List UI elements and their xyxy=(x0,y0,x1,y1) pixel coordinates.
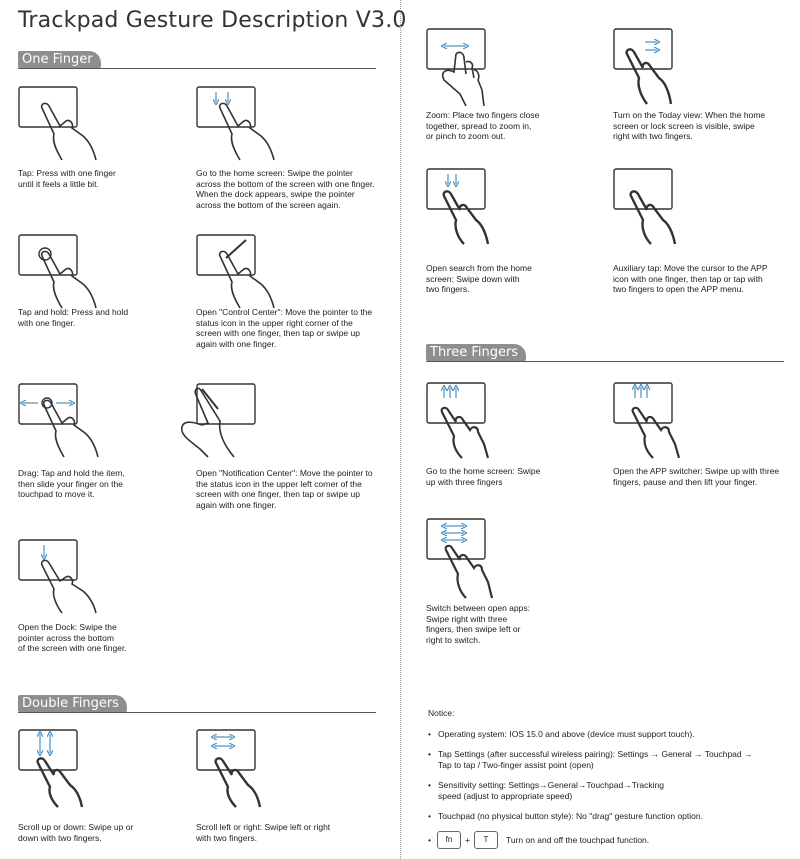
caption-tap: Tap: Press with one finger until it feels a little bit. xyxy=(18,168,116,189)
swipe-from-corner-icon xyxy=(178,383,288,458)
swipe-diagonal-icon xyxy=(196,234,296,309)
one-finger-tap-icon xyxy=(18,86,118,161)
three-finger-up-pause-icon xyxy=(613,382,713,460)
shortcut-description: Turn on and off the touchpad function. xyxy=(505,834,650,845)
caption-dock: Open the Dock: Swipe the pointer across the bottom of the screen with one finger. xyxy=(18,622,127,653)
caption-control-center: Open "Control Center": Move the pointer to the status icon in the upper right corner of the screen with one finger, then tap or swipe up again with one finger. xyxy=(196,307,373,349)
plus-sign: + xyxy=(464,834,470,845)
caption-app-switcher: Open the APP switcher: Swipe up with three fingers, pause and then lift your finger. xyxy=(613,466,780,487)
scroll-horizontal-icon xyxy=(196,729,296,809)
section-double-fingers xyxy=(18,695,376,713)
press-hold-icon xyxy=(18,234,118,309)
caption-today: Turn on the Today view: When the home screen or lock screen is visible, swipe right with two fingers. xyxy=(613,110,766,141)
swipe-down-two-icon xyxy=(426,168,526,246)
caption-tap-hold: Tap and hold: Press and hold with one finger. xyxy=(18,307,129,328)
scroll-vertical-icon xyxy=(18,729,118,809)
t-key-icon: T xyxy=(474,831,498,849)
caption-scroll-ud: Scroll up or down: Swipe up or down with two fingers. xyxy=(18,822,134,843)
bullet-icon: • xyxy=(428,811,431,821)
three-finger-right-icon xyxy=(426,518,526,600)
section-three-fingers-label: Three Fingers xyxy=(426,344,526,361)
section-one-finger xyxy=(18,51,376,69)
caption-drag: Drag: Tap and hold the item, then slide your finger on the touchpad to move it. xyxy=(18,468,125,499)
notice-item xyxy=(428,780,788,802)
bullet-icon: • xyxy=(428,749,431,759)
bullet-icon: • xyxy=(428,834,431,845)
pinch-zoom-icon xyxy=(426,28,526,106)
two-finger-tap-icon xyxy=(613,168,713,246)
notice-block xyxy=(428,708,788,858)
caption-aux-tap: Auxiliary tap: Move the cursor to the APP icon with one finger, then tap or tap with two fingers to open the APP menu. xyxy=(613,263,768,294)
three-finger-up-icon xyxy=(426,382,526,460)
caption-home-three: Go to the home screen: Swipe up with three fingers xyxy=(426,466,541,487)
swipe-down-dock-icon xyxy=(18,539,118,614)
section-double-fingers-label: Double Fingers xyxy=(18,695,127,712)
notice-item xyxy=(428,749,788,771)
caption-notification-center: Open "Notification Center": Move the pointer to the status icon in the upper left corner of the screen with one finger, then tap or swipe up again with one finger. xyxy=(196,468,373,510)
column-divider xyxy=(400,0,401,859)
fn-key-icon: fn xyxy=(437,831,461,849)
caption-home-one: Go to the home screen: Swipe the pointer across the bottom of the screen with one finger. When the dock appears, swipe the pointer across the bottom of the screen again. xyxy=(196,168,375,210)
notice-item-shortcut xyxy=(428,831,788,849)
notice-item-text: Sensitivity setting: Settings→General→Touchpad→Tracking speed (adjust to appropriate speed) xyxy=(438,780,664,801)
caption-zoom: Zoom: Place two fingers close together, spread to zoom in, or pinch to zoom out. xyxy=(426,110,540,141)
drag-left-right-icon xyxy=(18,383,118,458)
notice-item xyxy=(428,811,788,822)
bullet-icon: • xyxy=(428,780,431,790)
swipe-right-two-icon xyxy=(613,28,713,106)
notice-item-text: Operating system: IOS 15.0 and above (device must support touch). xyxy=(438,729,695,739)
bullet-icon: • xyxy=(428,729,431,739)
caption-switch-apps: Switch between open apps: Swipe right with three fingers, then swipe left or right to switch. xyxy=(426,603,530,645)
swipe-down-icon xyxy=(196,86,296,161)
notice-heading: Notice: xyxy=(428,708,455,718)
caption-scroll-lr: Scroll left or right: Swipe left or right with two fingers. xyxy=(196,822,331,843)
notice-item xyxy=(428,729,788,740)
section-three-fingers xyxy=(426,344,784,362)
notice-item-text: Touchpad (no physical button style): No "drag" gesture function option. xyxy=(438,811,703,821)
caption-search: Open search from the home screen: Swipe down with two fingers. xyxy=(426,263,532,294)
page-title: Trackpad Gesture Description V3.0 xyxy=(18,8,407,33)
notice-item-text: Tap Settings (after successful wireless pairing): Settings → General → Touchpad → Tap to tap / Two-finger assist point (open) xyxy=(438,749,753,770)
section-one-finger-label: One Finger xyxy=(18,51,101,68)
